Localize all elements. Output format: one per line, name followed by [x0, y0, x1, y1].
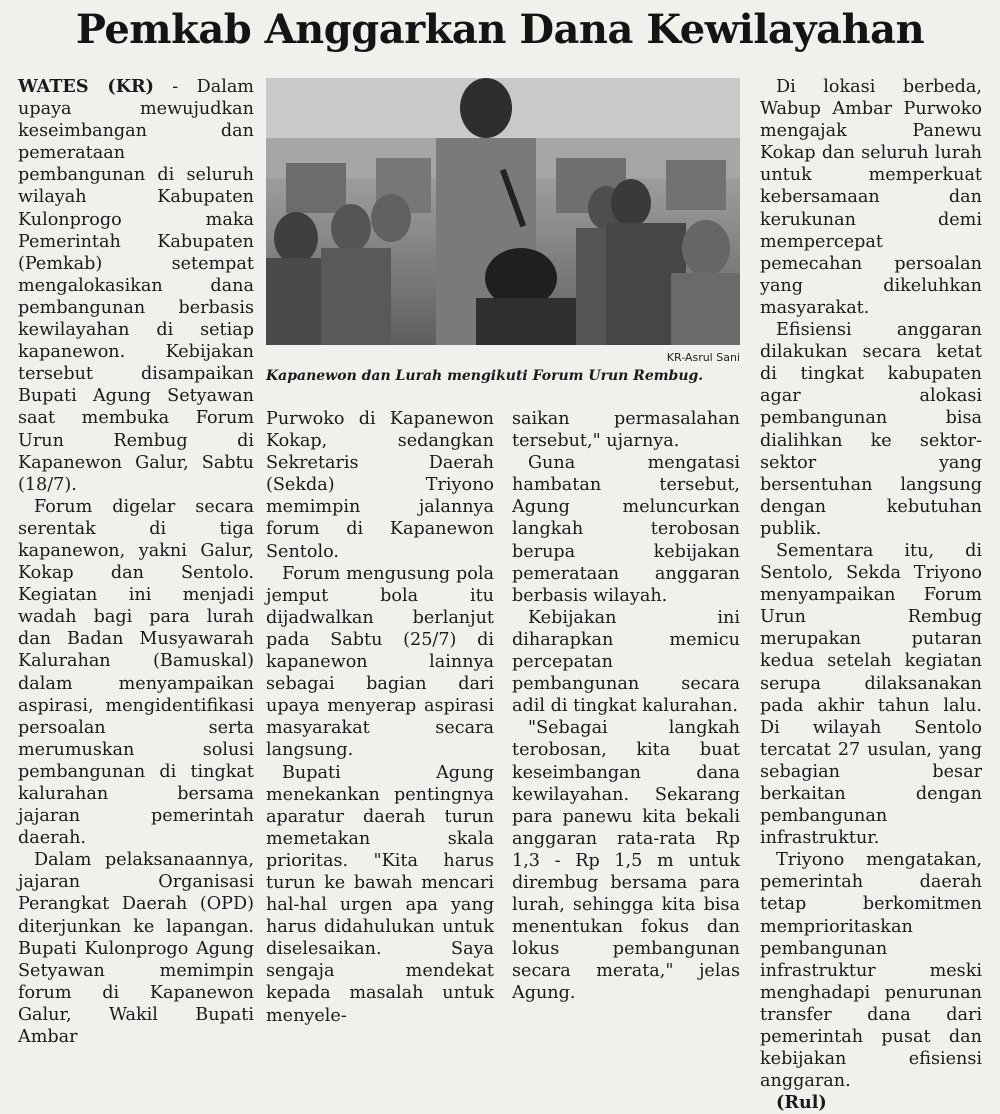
paragraph: Bupati Agung menekankan pentingnya aparatur daerah turun memetakan skala prioritas. "Kita harus turun ke bawah mencari hal-hal urgen apa yang harus didahulukan untuk diselesaikan. Saya sengaja mendekat kepada masalah untuk menyele-	[266, 762, 494, 1026]
article-column-4	[760, 76, 982, 1114]
author-signature: (Rul)	[776, 1092, 827, 1114]
article-column-2	[266, 408, 494, 1027]
news-photo	[266, 78, 740, 345]
paragraph: "Sebagai langkah terobosan, kita buat keseimbangan dana kewilayahan. Sekarang para panewu kita bekali anggaran rata-rata Rp 1,3 - Rp 1,5 m untuk dirembug bersama para lurah, sehingga kita bisa menentukan fokus dan lokus pembangunan secara merata," jelas Agung.	[512, 718, 740, 1004]
paragraph: Forum digelar secara serentak di tiga kapanewon, yakni Galur, Kokap dan Sentolo. Kegiatan ini menjadi wadah bagi para lurah dan Badan Musyawarah Kalurahan (Bamuskal) dalam menyampaikan aspirasi, mengidentifikasi persoalan serta merumuskan solusi pembangunan di tingkat kalurahan bersama jajaran pemerintah daerah.	[18, 496, 254, 849]
paragraph: Triyono mengatakan, pemerintah daerah tetap berkomitmen memprioritaskan pembangunan infrastruktur meski menghadapi penurunan transfer dana dari pemerintah pusat dan kebijakan efisiensi anggaran.	[760, 850, 982, 1092]
lead-text: - Dalam upaya mewujudkan keseimbangan dan pemerataan pembangunan di seluruh wilayah Kabupaten Kulonprogo maka Pemerintah Kabupaten (Pemkab) setempat mengalokasikan dana pembangunan berbasis kewilayahan di setiap kapanewon. Kebijakan tersebut disampaikan Bupati Agung Setyawan saat membuka Forum Urun Rembug di Kapanewon Galur, Sabtu (18/7).	[18, 77, 254, 495]
paragraph: Forum mengusung pola jemput bola itu dijadwalkan berlanjut pada Sabtu (25/7) di kapanewon lainnya sebagai bagian dari upaya menyerap aspirasi masyarakat secara langsung.	[266, 563, 494, 761]
paragraph: Kebijakan ini diharapkan memicu percepatan pembangunan secara adil di tingkat kalurahan.	[512, 607, 740, 717]
paragraph-continued: Purwoko di Kapanewon Kokap, sedangkan Sekretaris Daerah (Sekda) Triyono memimpin jalannya forum di Kapanewon Sentolo.	[266, 409, 494, 562]
dateline: WATES (KR)	[18, 76, 154, 97]
paragraph: Efisiensi anggaran dilakukan secara ketat di tingkat kabupaten agar alokasi pembangunan bisa dialihkan ke sektor-sektor yang bersentuhan langsung dengan kebutuhan publik.	[760, 320, 982, 539]
headline: Pemkab Anggarkan Dana Kewilayahan	[75, 6, 925, 53]
lead-paragraph	[18, 76, 254, 496]
article-column-3	[512, 408, 740, 1005]
paragraph-continued: saikan permasalahan tersebut," ujarnya.	[512, 409, 740, 452]
paragraph: Guna mengatasi hambatan tersebut, Agung meluncurkan langkah terobosan berupa kebijakan pemerataan anggaran berbasis wilayah.	[512, 453, 740, 606]
paragraph: Sementara itu, di Sentolo, Sekda Triyono menyampaikan Forum Urun Rembug merupakan putaran kedua setelah kegiatan serupa dilaksanakan pada akhir tahun lalu. Di wilayah Sentolo tercatat 27 usulan, yang sebagian besar berkaitan dengan pembangunan infrastruktur.	[760, 540, 982, 849]
forum-photo-illustration	[266, 78, 740, 345]
photo-caption: Kapanewon dan Lurah mengikuti Forum Urun Rembug.	[266, 368, 704, 384]
paragraph: Dalam pelaksanaannya, jajaran Organisasi Perangkat Daerah (OPD) diterjunkan ke lapangan. Bupati Kulonprogo Agung Setyawan memimpin forum di Kapanewon Galur, Wakil Bupati Ambar	[18, 850, 254, 1048]
article-column-1	[18, 76, 254, 1048]
paragraph: Di lokasi berbeda, Wabup Ambar Purwoko mengajak Panewu Kokap dan seluruh lurah untuk memperkuat kebersamaan dan kerukunan demi mempercepat pemecahan persoalan yang dikeluhkan masyarakat.	[760, 77, 982, 318]
photo-credit: KR-Asrul Sani	[666, 351, 740, 364]
